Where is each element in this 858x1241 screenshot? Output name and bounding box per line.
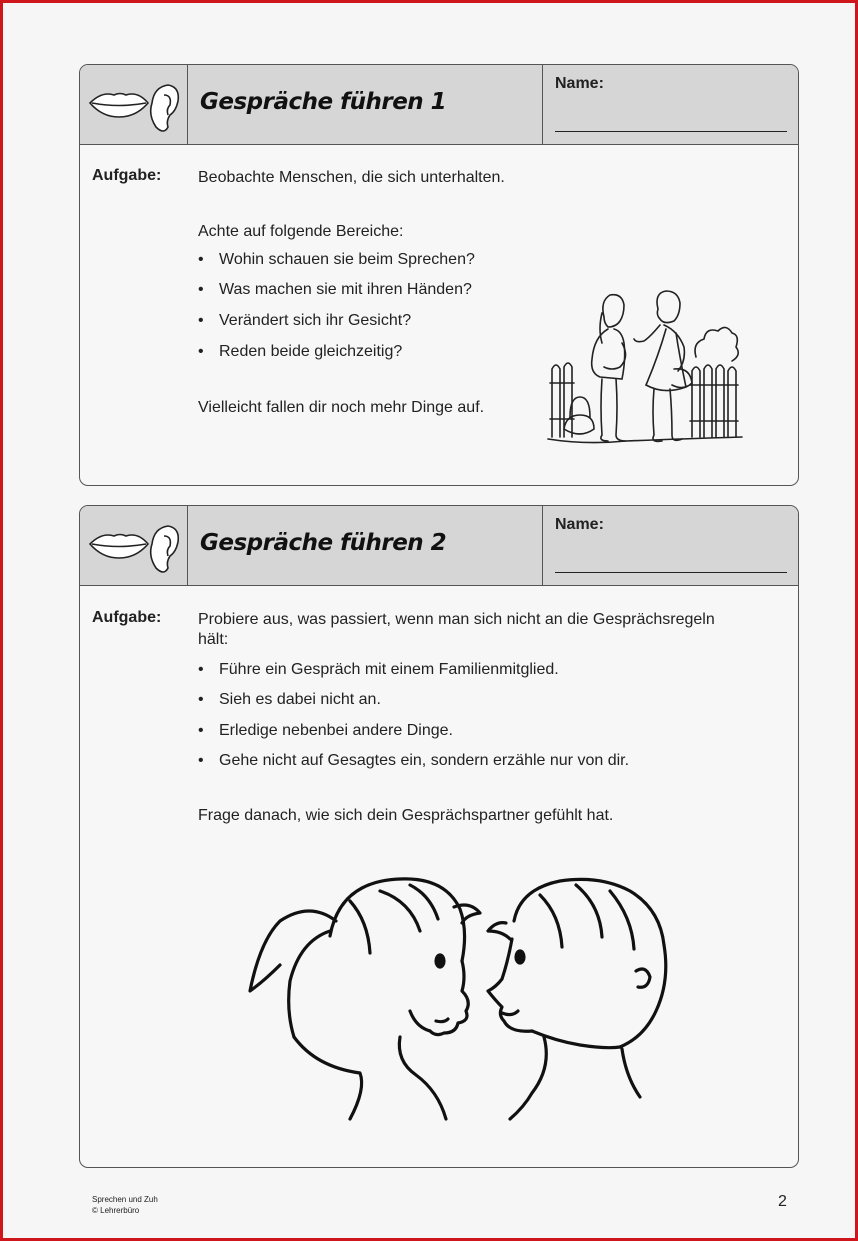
two-children-faces-illustration bbox=[240, 861, 700, 1141]
footer-line-1: Sprechen und Zuh bbox=[92, 1195, 158, 1204]
list-item: • Erledige nebenbei andere Dinge. bbox=[198, 722, 453, 739]
name-field[interactable] bbox=[555, 131, 787, 132]
women-talking-illustration bbox=[546, 287, 746, 457]
task-sub-intro: Achte auf folgende Bereiche: bbox=[198, 223, 404, 240]
list-item: • Verändert sich ihr Gesicht? bbox=[198, 312, 412, 329]
task-intro: Beobachte Menschen, die sich unterhalten. bbox=[198, 169, 505, 186]
card-title: Gespräche führen 2 bbox=[200, 530, 447, 556]
card-header bbox=[80, 506, 798, 586]
worksheet-card-2 bbox=[79, 505, 799, 1168]
mouth-ear-icon bbox=[80, 65, 188, 144]
card-title: Gespräche führen 1 bbox=[200, 89, 447, 115]
task-label: Aufgabe: bbox=[92, 609, 162, 626]
list-item: • Reden beide gleichzeitig? bbox=[198, 343, 403, 360]
name-label: Name: bbox=[555, 516, 604, 533]
page-number: 2 bbox=[778, 1193, 787, 1210]
task-intro-line-2: hält: bbox=[198, 631, 229, 648]
title-cell bbox=[188, 506, 543, 585]
task-intro-line-1: Probiere aus, was passiert, wenn man sich nicht an die Gesprächsregeln bbox=[198, 611, 715, 628]
name-label: Name: bbox=[555, 75, 604, 92]
list-item: • Führe ein Gespräch mit einem Familienmitglied. bbox=[198, 661, 559, 678]
footer-line-2: © Lehrerbüro bbox=[92, 1206, 140, 1215]
list-item: • Was machen sie mit ihren Händen? bbox=[198, 281, 472, 298]
name-field[interactable] bbox=[555, 572, 787, 573]
list-item: • Gehe nicht auf Gesagtes ein, sondern erzähle nur von dir. bbox=[198, 752, 630, 769]
mouth-ear-icon bbox=[80, 506, 188, 585]
title-cell bbox=[188, 65, 543, 144]
task-closing: Frage danach, wie sich dein Gesprächspartner gefühlt hat. bbox=[198, 807, 614, 824]
worksheet-card-1 bbox=[79, 64, 799, 486]
task-label: Aufgabe: bbox=[92, 167, 162, 184]
task-closing: Vielleicht fallen dir noch mehr Dinge auf. bbox=[198, 399, 485, 416]
list-item: • Sieh es dabei nicht an. bbox=[198, 691, 381, 708]
footer-credits bbox=[92, 1194, 158, 1216]
list-item: • Wohin schauen sie beim Sprechen? bbox=[198, 251, 475, 268]
card-header bbox=[80, 65, 798, 145]
